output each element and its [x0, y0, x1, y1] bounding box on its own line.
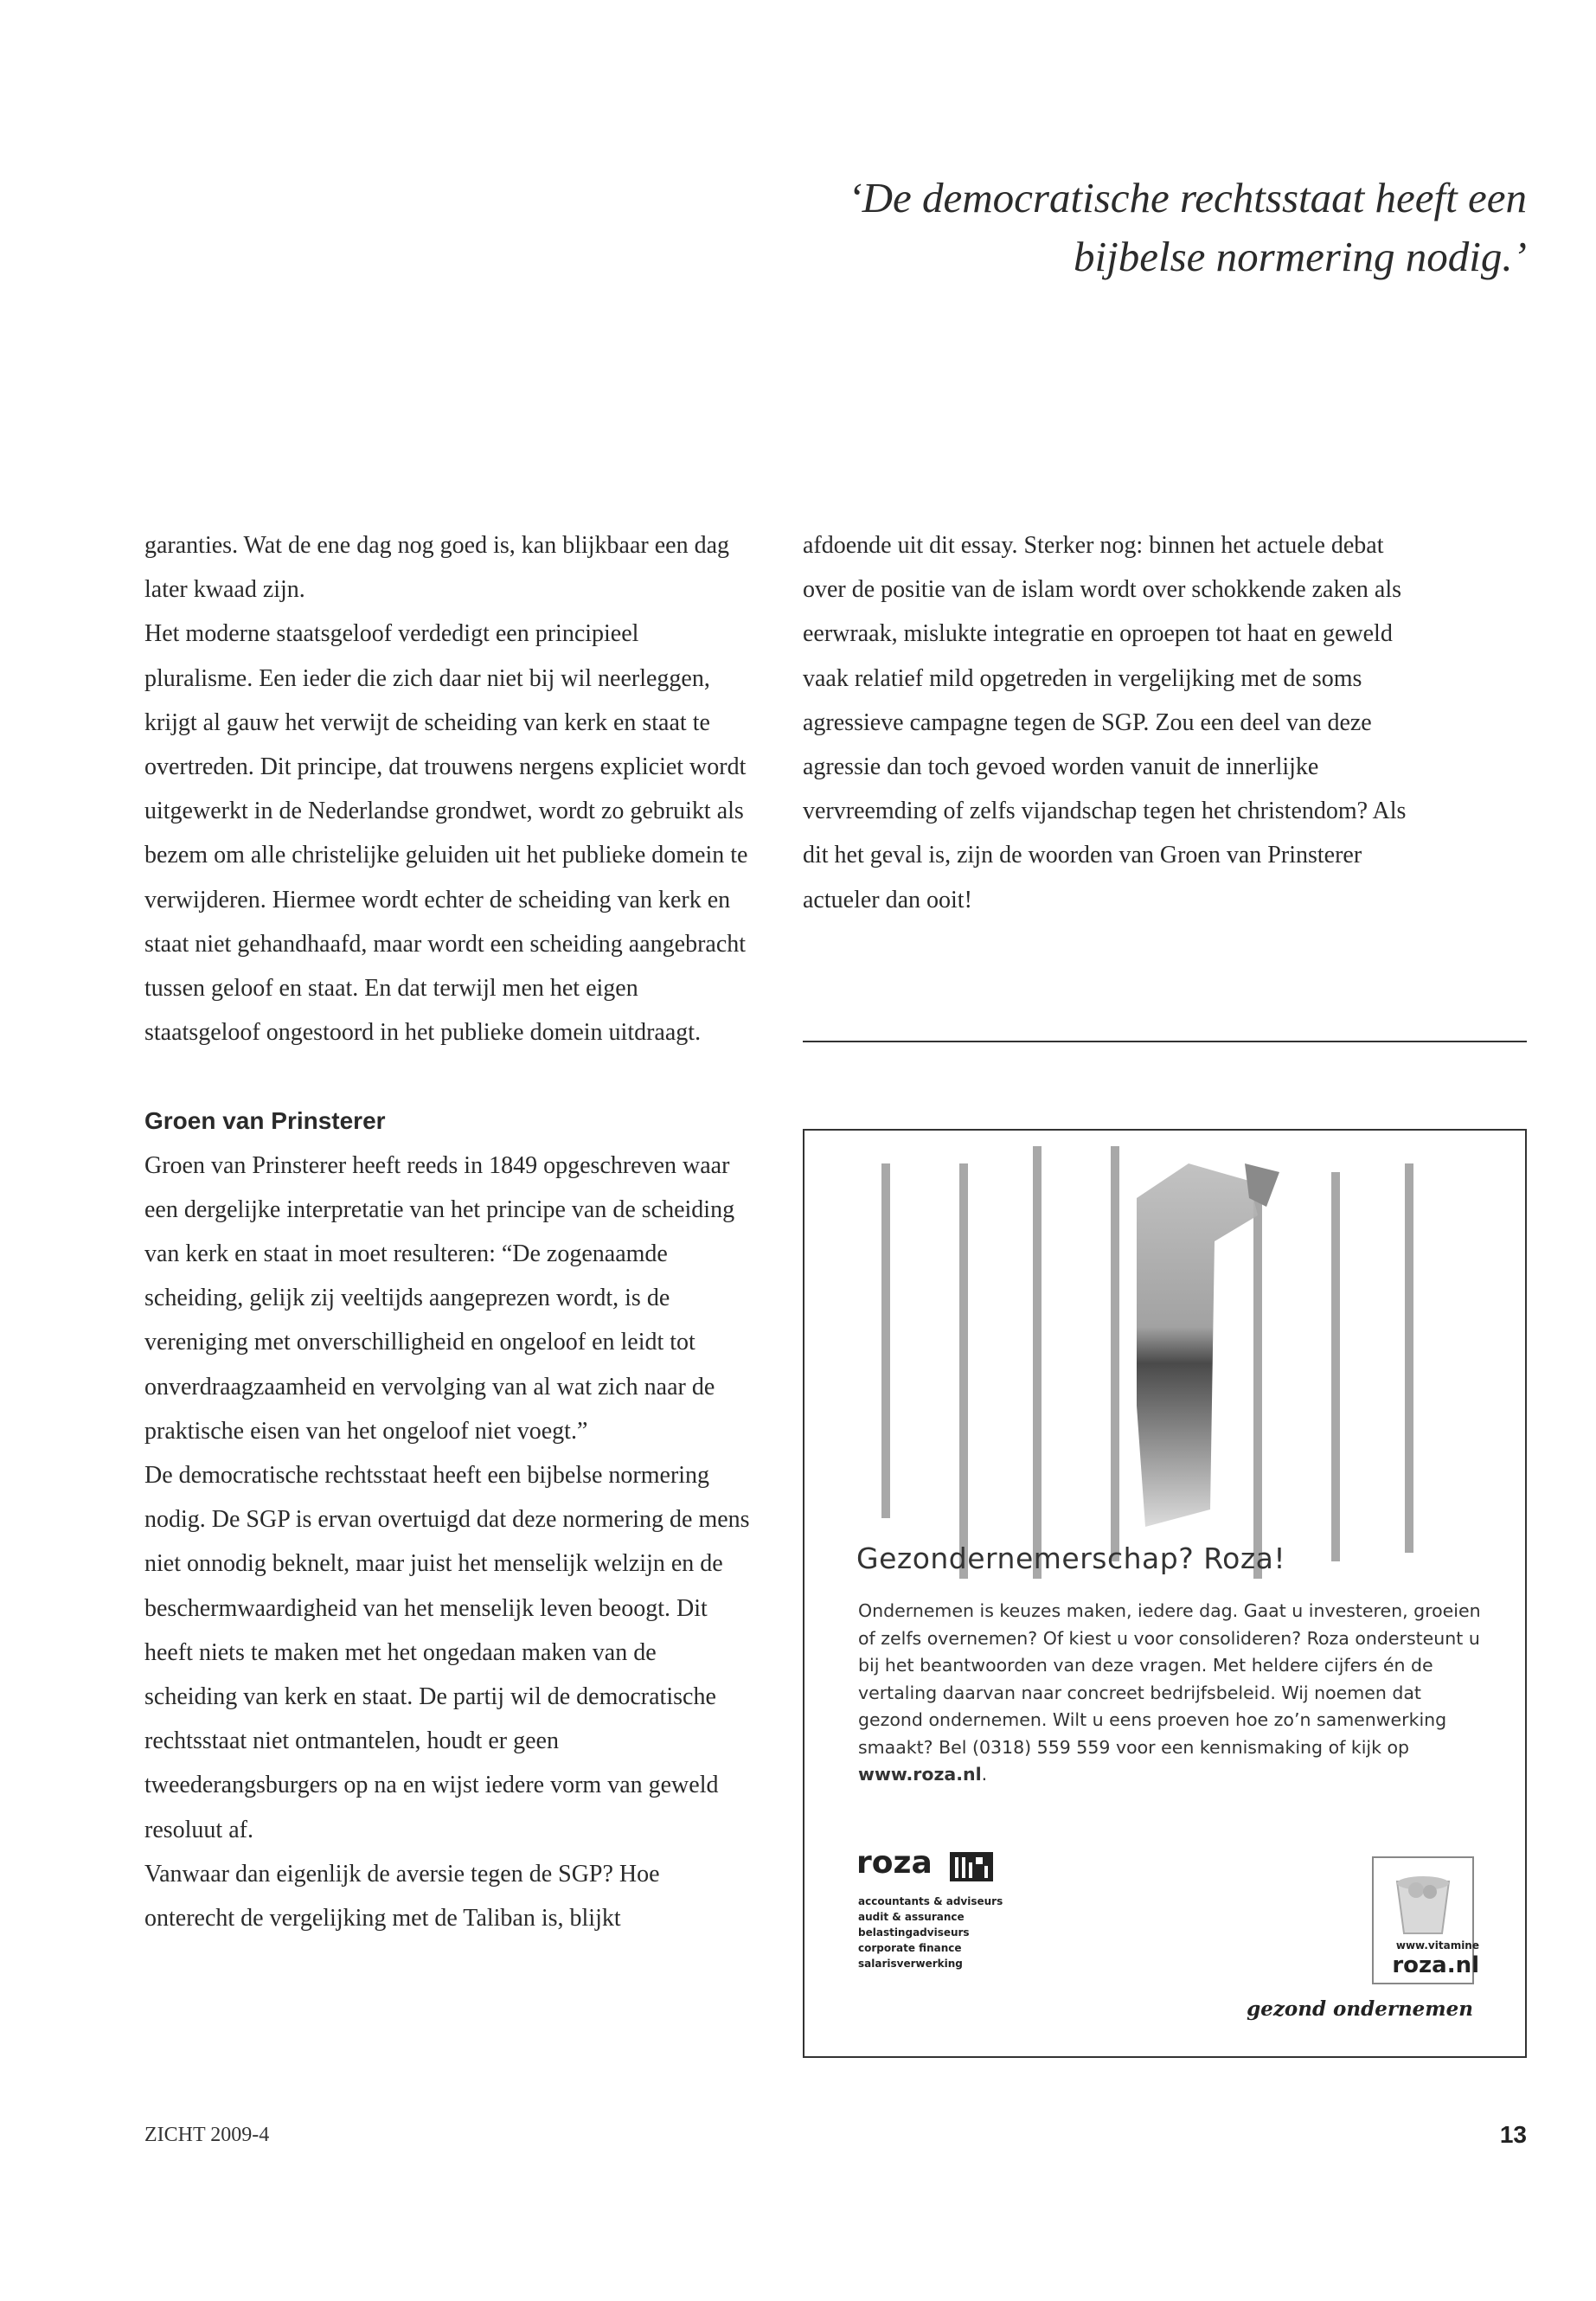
pull-quote-line-2: bijbelse normering nodig.’ [1074, 233, 1527, 280]
ad-slogan: gezond ondernemen [1247, 1997, 1473, 2021]
vitamine-url[interactable]: roza.nl [1392, 1952, 1479, 1978]
roza-advertisement [803, 1129, 1527, 2058]
left-column [144, 523, 750, 1940]
publication-label: ZICHT 2009-4 [144, 2124, 270, 2146]
service-item: accountants & adviseurs [858, 1895, 1003, 1907]
ad-url-link[interactable]: www.roza.nl [858, 1764, 982, 1785]
left-paragraph-1: garanties. Wat de ene dag nog goed is, kan blijkbaar een dag later kwaad zijn. [144, 532, 729, 604]
section-heading: Groen van Prinsterer [144, 1107, 386, 1135]
right-column [803, 523, 1408, 922]
service-item: audit & assurance [858, 1911, 965, 1923]
vitamine-label: www.vitamine [1395, 1939, 1479, 1952]
left-paragraph-2: Het moderne staatsgeloof verdedigt een principieel pluralisme. Een ieder die zich daar niet bij wil neerleggen, krijgt al gauw het verwijt de scheiding van kerk en staat te overtreden. Dit principe, dat trouwens nergens expliciet wordt uitgewerkt in de Nederlandse grondwet, wordt zo gebruikt als bezem om alle christelijke geluiden uit het publieke domein te verwijderen. Hiermee wordt echter de scheiding van kerk en staat niet gehandhaafd, maar wordt een scheiding aangebracht tussen geloof en staat. En dat terwijl men het eigen staatsgeloof ongestoord in het publieke domein uitdraagt. [144, 620, 748, 1047]
pull-quote [748, 169, 1527, 286]
ad-headline: Gezondernemerschap? Roza! [856, 1541, 1286, 1575]
service-item: corporate finance [858, 1942, 962, 1954]
roza-services-list [858, 1894, 1003, 1971]
ad-url-period: . [981, 1764, 988, 1785]
roza-logo: roza [856, 1845, 933, 1881]
horizontal-divider [803, 1041, 1527, 1042]
service-item: salarisverwerking [858, 1958, 963, 1970]
left-paragraph-5: Vanwaar dan eigenlijk de aversie tegen de SGP? Hoe onterecht de vergelijking met de Taliban is, blijkt [144, 1860, 660, 1932]
roza-logo-mark-icon [950, 1849, 993, 1883]
pull-quote-line-1: ‘De democratische rechtsstaat heeft een [848, 174, 1527, 221]
left-paragraph-4: De democratische rechtsstaat heeft een bijbelse normering nodig. De SGP is ervan overtuigd dat deze normering de mens niet onnodig beknelt, maar juist het menselijk welzijn en de beschermwaardigheid van het menselijk leven beoogt. Dit heeft niets te maken met het ongedaan maken van de scheiding van kerk en staat. De partij wil de democratische rechtsstaat niet ontmantelen, houdt er geen tweederangsburgers op na en wijst iedere vorm van geweld resoluut af. [144, 1462, 750, 1843]
service-item: belastingadviseurs [858, 1926, 970, 1939]
ad-body [858, 1598, 1481, 1789]
right-paragraph-1: afdoende uit dit essay. Sterker nog: binnen het actuele debat over de positie van de islam wordt over schokkende zaken als eerwraak, mislukte integratie en oproepen tot haat en geweld vaak relatief mild opgetreden in vergelijking met de soms agressieve campagne tegen de SGP. Zou een deel van deze agressie dan toch gevoed worden vanuit de innerlijke vervreemding of zelfs vijandschap tegen het christendom? Als dit het geval is, zijn de woorden van Groen van Prinsterer actueler dan ooit! [803, 532, 1407, 913]
left-paragraph-3: Groen van Prinsterer heeft reeds in 1849 opgeschreven waar een dergelijke interpretatie van het principe van de scheiding van kerk en staat in moet resulteren: “De zogenaamde scheiding, gelijk zij veeltijds aangeprezen wordt, is de vereniging met onverschilligheid en ongeloof en leidt tot onverdraagzaamheid en vervolging van al wat zich naar de praktische eisen van het ongeloof niet voegt.” [144, 1151, 735, 1445]
ad-body-text: Ondernemen is keuzes maken, iedere dag. Gaat u investeren, groeien of zelfs overnemen? Of kiest u voor consolideren? Roza ondersteunt u bij het beantwoorden van deze vragen. Met heldere cijfers én de vertaling daarvan naar concreet bedrijfsbeleid. Wij noemen dat gezond ondernemen. Wilt u eens proeven hoe zo’n samenwerking smaakt? Bel (0318) 559 559 voor een kennismaking of kijk op [858, 1600, 1481, 1758]
ad-grid-illustration [851, 1146, 1457, 1587]
page-number: 13 [1499, 2121, 1527, 2148]
